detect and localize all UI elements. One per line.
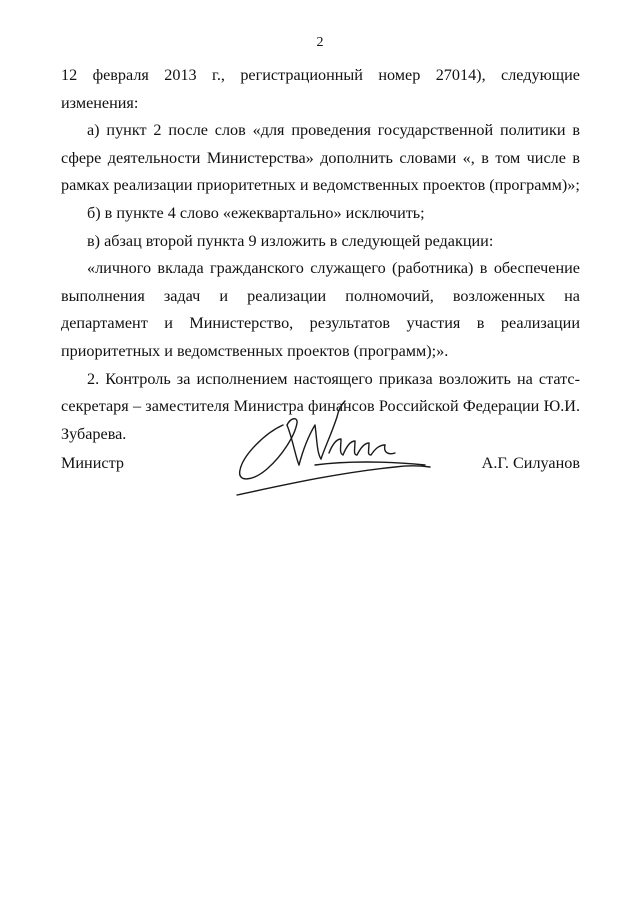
paragraph-item-b: б) в пункте 4 слово «ежеквартально» исключить; bbox=[87, 203, 425, 222]
signer-title: Министр bbox=[61, 454, 124, 472]
handwritten-signature bbox=[225, 395, 435, 505]
signature-block bbox=[61, 454, 580, 484]
page-number: 2 bbox=[316, 35, 324, 50]
paragraph-item-c: в) абзац второй пункта 9 изложить в следующей редакции: bbox=[87, 231, 494, 250]
signer-name: А.Г. Силуанов bbox=[481, 454, 580, 472]
paragraph-item-a: а) пункт 2 после слов «для проведения государственной политики в сфере деятельности Министерства» дополнить словами «, в том числе в рамках реализации приоритетных и ведомственных проектов (программ)»; bbox=[61, 121, 580, 195]
paragraph-control: 2. Контроль за исполнением настоящего приказа возложить на статс-секретаря – заместителя Министра финансов Российской Федерации Ю.И. Зубарева. bbox=[61, 369, 580, 443]
document-body bbox=[61, 62, 580, 448]
paragraph-continuation: 12 февраля 2013 г., регистрационный номер 27014), следующие изменения: bbox=[61, 66, 580, 112]
paragraph-quote: «личного вклада гражданского служащего (работника) в обеспечение выполнения задач и реализации полномочий, возложенных на департамент и Министерство, результатов участия в реализации приоритетных и ведомственных проектов (программ);». bbox=[61, 259, 580, 360]
